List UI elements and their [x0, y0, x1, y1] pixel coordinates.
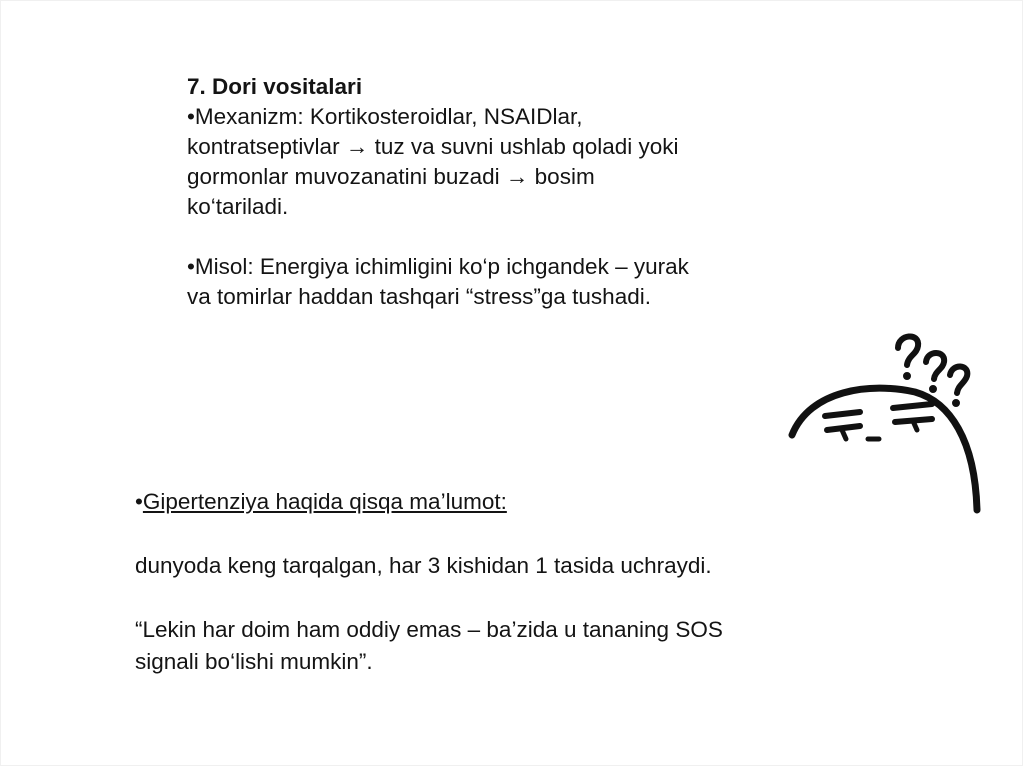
- spacer: [135, 518, 905, 550]
- quote-line: signali bo‘lishi mumkin”.: [135, 649, 373, 674]
- example-line: va tomirlar haddan tashqari “stress”ga tushadi.: [187, 284, 651, 309]
- bullet: •: [135, 489, 143, 514]
- mechanism-line: •Mexanizm: Kortikosteroidlar, NSAIDlar,: [187, 104, 583, 129]
- drug-section: [187, 72, 847, 312]
- hypertension-section: [135, 486, 905, 678]
- section-heading: 7. Dori vositalari: [187, 74, 363, 99]
- quote-line: “Lekin har doim ham oddiy emas – ba’zida u tananing SOS: [135, 617, 723, 642]
- spacer: [135, 582, 905, 614]
- example-line: •Misol: Energiya ichimligini ko‘p ichgandek – yurak: [187, 254, 689, 279]
- mechanism-line: ko‘tariladi.: [187, 194, 289, 219]
- mechanism-line: gormonlar muvozanatini buzadi → bosim: [187, 164, 595, 189]
- hypertension-heading-line: [135, 486, 905, 518]
- prevalence-text: dunyoda keng tarqalgan, har 3 kishidan 1 tasida uchraydi.: [135, 553, 712, 578]
- hypertension-heading: Gipertenziya haqida qisqa ma’lumot:: [142, 489, 507, 514]
- mechanism-line: kontratseptivlar → tuz va suvni ushlab qoladi yoki: [187, 134, 679, 159]
- spacer: [187, 222, 847, 252]
